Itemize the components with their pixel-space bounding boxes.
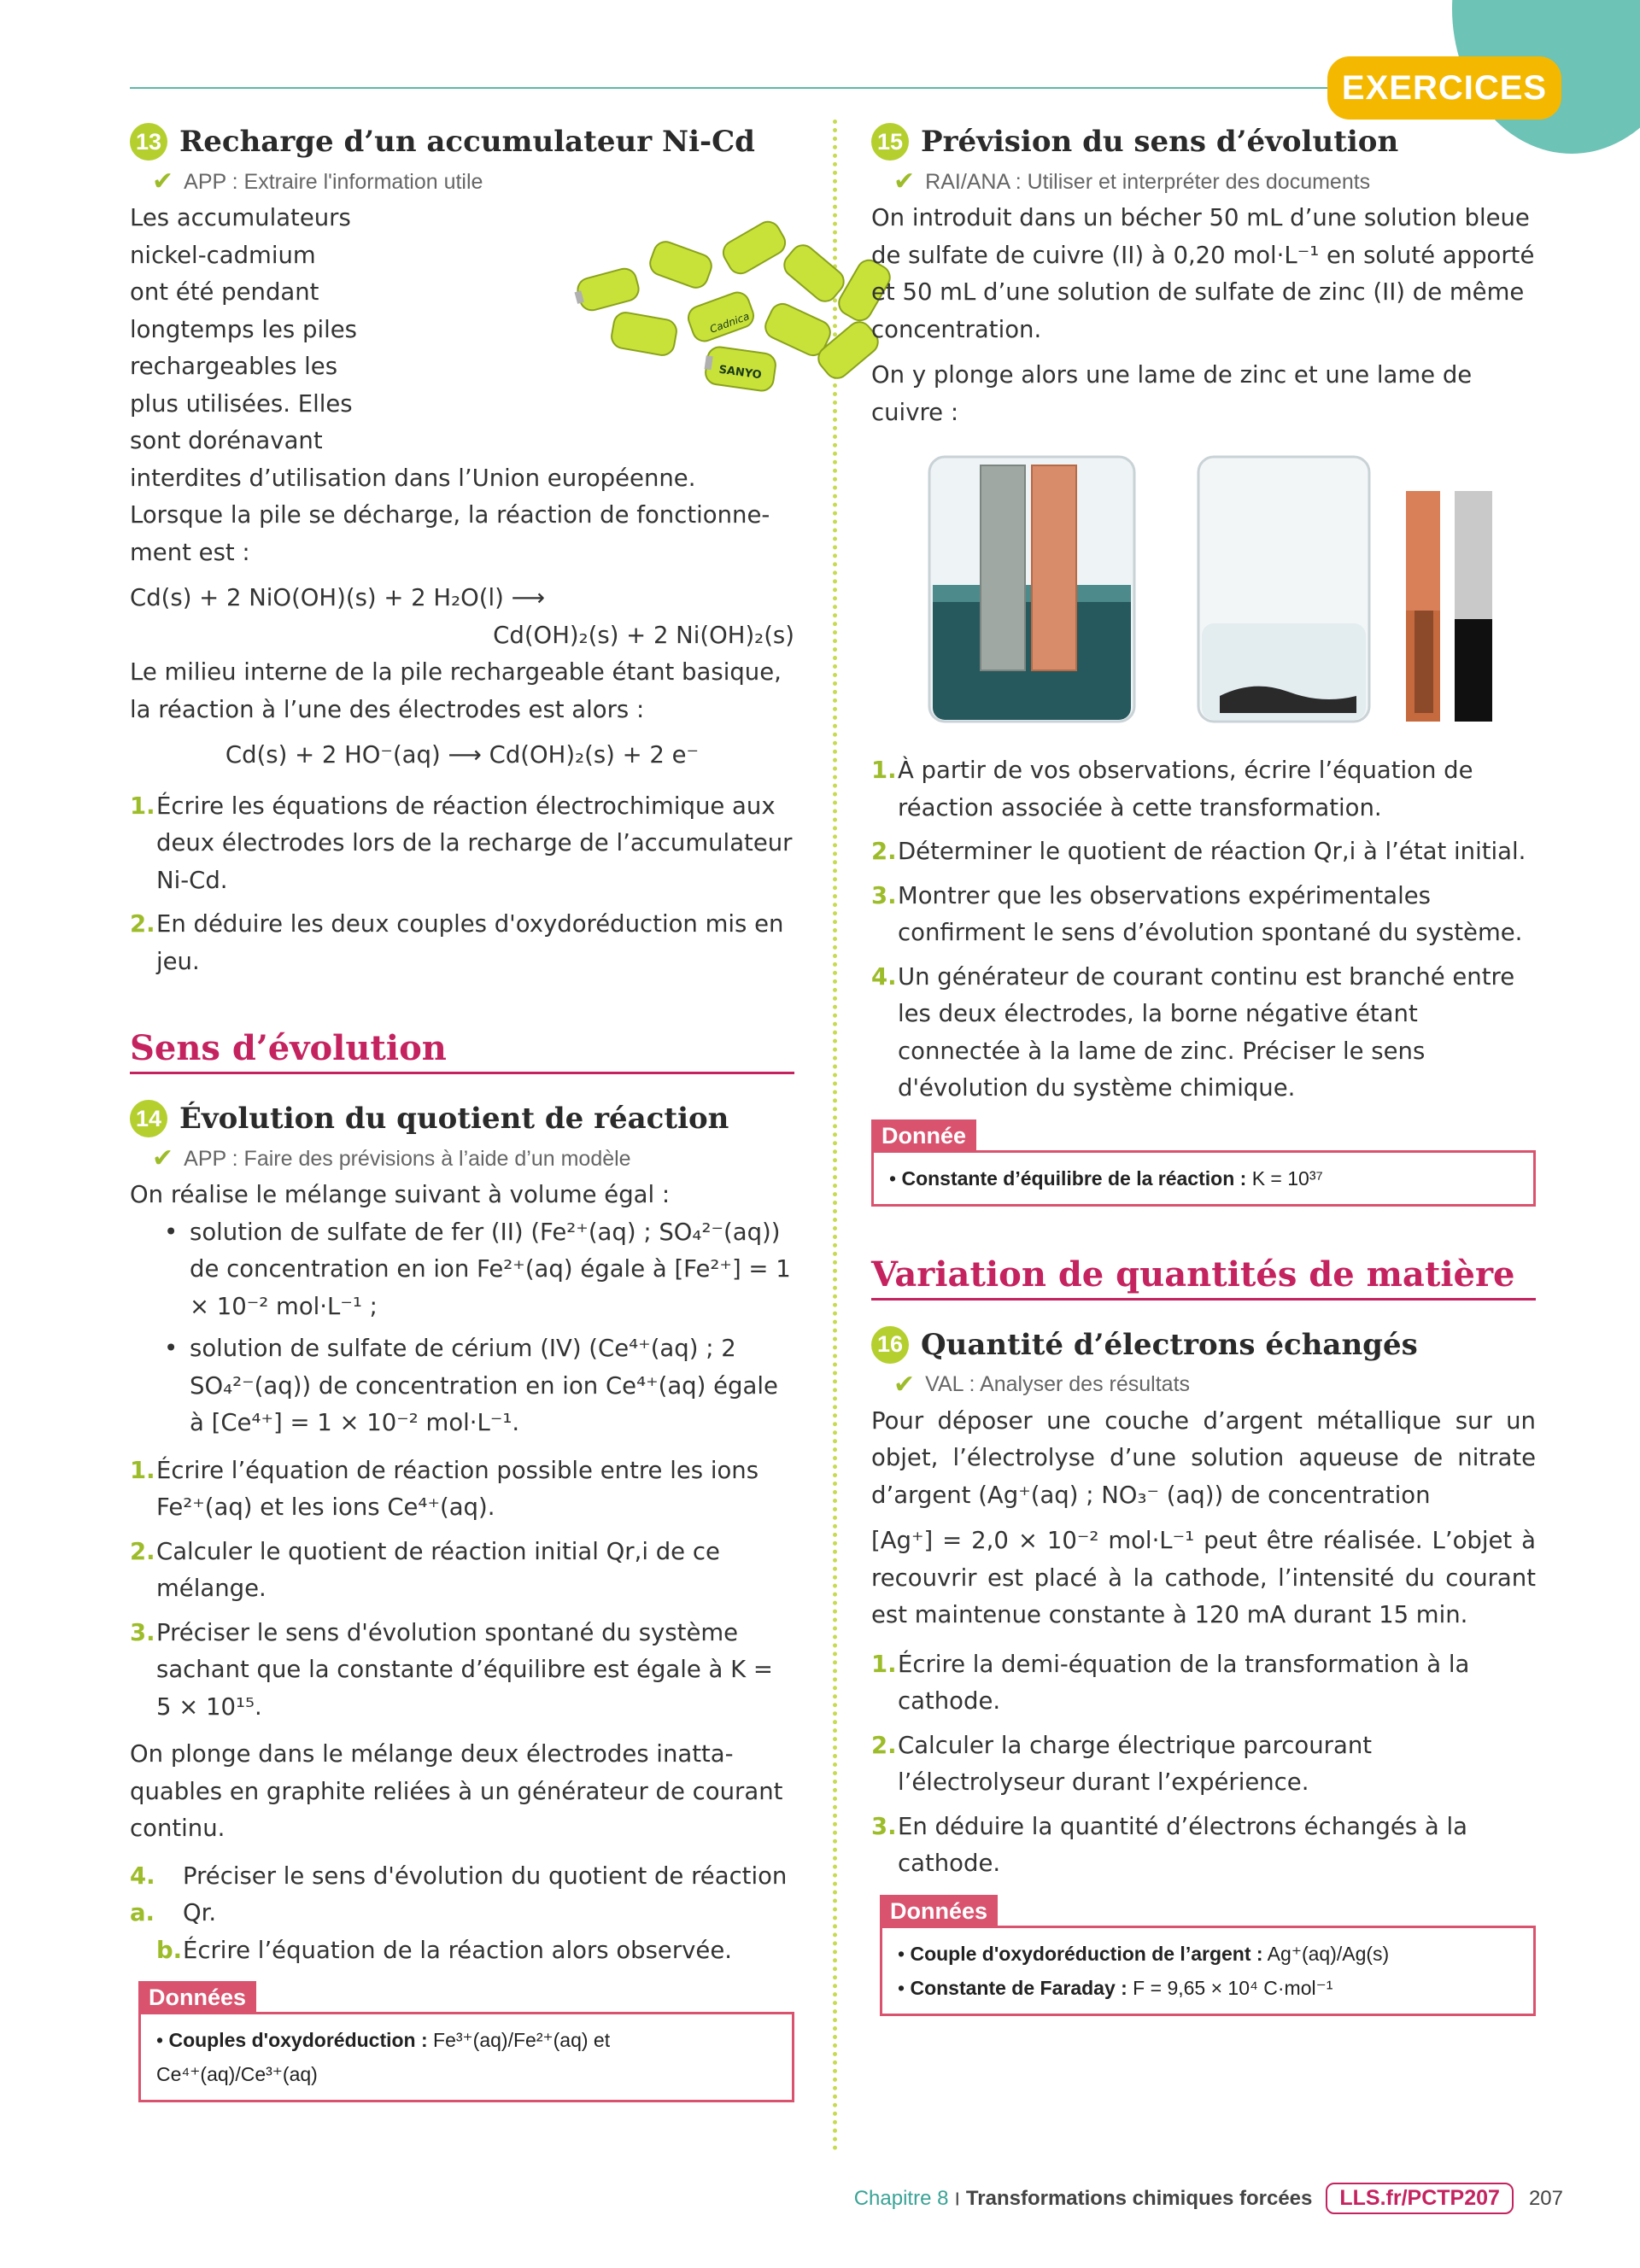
question-3 xyxy=(871,878,1536,952)
text-line: plus utilisées. Elles xyxy=(130,389,353,418)
footer-chapter: Chapitre 8 xyxy=(853,2186,949,2210)
exercise-title: Quantité d’électrons échangés xyxy=(921,1327,1418,1362)
skill-label: APP : Faire des prévisions à l’aide d’un modèle xyxy=(184,1146,631,1171)
list-item xyxy=(164,1330,794,1442)
exercise-number-badge: 14 xyxy=(130,1100,167,1137)
paragraph: Le milieu interne de la pile rechargeable étant basique, la réaction à l’une des électrodes est alors : xyxy=(130,658,782,723)
data-key: Constante d’équilibre de la réaction : xyxy=(901,1166,1247,1190)
question-text: Un générateur de courant continu est branché entre les deux électrodes, la borne négative étant connectée à la lame de zinc. Préciser le sens d'évolution du système chimique. xyxy=(898,962,1515,1102)
question-number: 1. xyxy=(130,792,155,820)
question-number: b. xyxy=(156,1936,183,1964)
question-4 xyxy=(871,959,1536,1108)
question-text: Écrire les équations de réaction électrochimique aux deux électrodes lors de la recharge de l’accumulateur Ni-Cd. xyxy=(156,792,793,894)
paragraph: Pour déposer une couche d’argent métallique sur un objet, l’électrolyse d’une solution aqueuse de nitrate d’argent (Ag⁺(aq) ; NO₃⁻ (aq)) de concentration xyxy=(871,1406,1536,1509)
checkmark-icon: ✔ xyxy=(893,167,916,196)
data-row: • Constante de Faraday : F = 9,65 × 10⁴ C·mol⁻¹ xyxy=(898,1976,1333,1999)
question-2 xyxy=(871,833,1536,871)
column-divider xyxy=(833,120,837,2152)
question-1 xyxy=(871,1646,1536,1721)
list-item-text: solution de sulfate de fer (II) (Fe²⁺(aq) ; SO₄²⁻(aq)) de concentration en ion Fe²⁺(aq) égale à [Fe²⁺] = 1 × 10⁻² mol·L⁻¹ ; xyxy=(190,1218,791,1320)
question-number: 3. xyxy=(130,1618,155,1646)
exercise-number-badge: 16 xyxy=(871,1326,909,1364)
question-3 xyxy=(130,1615,794,1727)
paragraph: On y plonge alors une lame de zinc et une lame de cuivre : xyxy=(871,361,1473,426)
question-text: Écrire l’équation de réaction possible entre les ions Fe²⁺(aq) et les ions Ce⁴⁺(aq). xyxy=(156,1456,759,1521)
question-text: Écrire la demi-équation de la transformation à la cathode. xyxy=(898,1650,1470,1715)
question-text: En déduire la quantité d’électrons échangés à la cathode. xyxy=(898,1812,1467,1877)
exercise-14-header xyxy=(130,1096,794,1141)
question-text: Préciser le sens d'évolution du quotient de réaction Qr. xyxy=(183,1862,788,1926)
skill-label: APP : Extraire l'information utile xyxy=(184,169,483,194)
text-line: interdites d’utilisation dans l’Union européenne. xyxy=(130,464,696,492)
skill-label: RAI/ANA : Utiliser et interpréter des documents xyxy=(925,169,1371,194)
donnees-content xyxy=(880,1926,1536,2016)
question-number: 1. xyxy=(130,1456,155,1484)
paragraph: On introduit dans un bécher 50 mL d’une solution bleue de sulfate de cuivre (II) à 0,20 mol·L⁻¹ en soluté apporté et 50 mL d’une solution de sulfate de zinc (II) de même concentration. xyxy=(871,204,1535,343)
question-text: Écrire l’équation de la réaction alors observée. xyxy=(183,1936,733,1964)
exercise-title: Recharge d’un accumulateur Ni-Cd xyxy=(179,125,755,159)
question-number: 1. xyxy=(871,1650,897,1678)
question-1 xyxy=(130,788,794,900)
data-key: Couple d'oxydoréduction de l’argent : xyxy=(910,1942,1263,1965)
exercise-title: Évolution du quotient de réaction xyxy=(179,1102,729,1136)
bullet-dot: • xyxy=(164,1335,179,1362)
data-value: F = 9,65 × 10⁴ C·mol⁻¹ xyxy=(1127,1976,1333,1999)
page-footer xyxy=(854,2183,1563,2214)
left-column xyxy=(130,120,794,2102)
checkmark-icon: ✔ xyxy=(152,167,174,196)
question-text: Déterminer le quotient de réaction Qr,i à l’état initial. xyxy=(898,838,1526,865)
equation-line-1: Cd(s) + 2 NiO(OH)(s) + 2 H₂O(l) ⟶ xyxy=(130,584,546,611)
donnee-label: Donnée xyxy=(871,1119,976,1152)
text-line: sont dorénavant xyxy=(130,427,323,454)
skill-line xyxy=(130,164,794,200)
question-3 xyxy=(871,1809,1536,1883)
donnees-content: • Couples d'oxydoréduction : Fe³⁺(aq)/Fe²⁺(aq) et Ce⁴⁺(aq)/Ce³⁺(aq) xyxy=(138,2012,794,2102)
paragraph: Lorsque la pile se décharge, la réaction de fonctionne-ment est : xyxy=(130,501,770,566)
question-2 xyxy=(130,1534,794,1608)
question-2 xyxy=(871,1727,1536,1802)
bullet-dot: • xyxy=(164,1218,179,1246)
header-rule xyxy=(130,87,1334,89)
question-2 xyxy=(130,906,794,980)
question-number: 2. xyxy=(871,1731,897,1759)
text-line: longtemps les piles xyxy=(130,315,357,343)
footer-title: Transformations chimiques forcées xyxy=(965,2186,1313,2210)
section-title: Variation de quantités de matière xyxy=(871,1254,1536,1301)
exercise-number-badge: 13 xyxy=(130,123,167,161)
donnees-box xyxy=(880,1895,1536,2016)
question-text: Calculer le quotient de réaction initial Qr,i de ce mélange. xyxy=(156,1537,720,1602)
question-number: 3. xyxy=(871,881,897,909)
footer-link[interactable]: LLS.fr/PCTP207 xyxy=(1326,2183,1514,2214)
text-line: rechargeables les xyxy=(130,353,338,380)
paragraph: On réalise le mélange suivant à volume égal : xyxy=(130,1181,671,1208)
question-text: Montrer que les observations expérimentales confirment le sens d’évolution spontané du système. xyxy=(898,881,1523,946)
data-value: Fe³⁺(aq)/Fe²⁺(aq) et Ce⁴⁺(aq)/Ce³⁺(aq) xyxy=(156,2029,611,2085)
right-column xyxy=(871,120,1536,2016)
question-number: 4. xyxy=(871,962,897,991)
bullet-list xyxy=(130,1214,794,1442)
data-row: • Couple d'oxydoréduction de l’argent : Ag⁺(aq)/Ag(s) xyxy=(898,1942,1390,1965)
question-1 xyxy=(871,752,1536,827)
question-text: En déduire les deux couples d'oxydoréduction mis en jeu. xyxy=(156,910,784,975)
question-number: 1. xyxy=(871,757,897,784)
exercise-16-header xyxy=(871,1323,1536,1367)
exercise-15-header xyxy=(871,120,1536,164)
data-key: Constante de Faraday : xyxy=(910,1976,1128,1999)
exercise-13-header xyxy=(130,120,794,164)
question-4a xyxy=(130,1858,794,1932)
battery-label-text: Cadnica xyxy=(708,310,752,336)
question-number: 2. xyxy=(130,1537,155,1565)
skill-label: VAL : Analyser des résultats xyxy=(925,1372,1191,1396)
beakers-photo xyxy=(895,440,1519,739)
question-1 xyxy=(130,1453,794,1527)
question-text: Calculer la charge électrique parcourant l’électrolyseur durant l’expérience. xyxy=(898,1731,1373,1796)
checkmark-icon: ✔ xyxy=(152,1143,174,1173)
exercise-number-badge: 15 xyxy=(871,123,909,161)
exercise-title: Prévision du sens d’évolution xyxy=(921,125,1399,159)
text-line: ont été pendant xyxy=(130,278,319,306)
page-number: 207 xyxy=(1528,2186,1563,2210)
skill-line xyxy=(871,164,1536,200)
equation: Cd(s) + 2 HO⁻(aq) ⟶ Cd(OH)₂(s) + 2 e⁻ xyxy=(225,741,700,769)
data-value: Ag⁺(aq)/Ag(s) xyxy=(1262,1942,1390,1965)
paragraph: On plonge dans le mélange deux électrodes inatta-quables en graphite reliées à un générateur de courant continu. xyxy=(130,1740,783,1842)
footer-separator: | xyxy=(955,2190,959,2206)
accumulators-photo xyxy=(561,213,911,410)
donnees-box xyxy=(138,1981,794,2102)
skill-line xyxy=(130,1141,794,1177)
donnee-content: • Constante d’équilibre de la réaction : K = 10³⁷ xyxy=(871,1150,1536,1207)
text-line: Les accumulateurs xyxy=(130,204,351,231)
question-text: À partir de vos observations, écrire l’équation de réaction associée à cette transformation. xyxy=(898,757,1473,821)
question-number: 2. xyxy=(871,838,897,865)
paragraph: [Ag⁺] = 2,0 × 10⁻² mol·L⁻¹ peut être réalisée. L’objet à recouvrir est placé à la cathode, l’intensité du courant est maintenue constante à 120 mA durant 15 min. xyxy=(871,1527,1536,1628)
exercices-badge: EXERCICES xyxy=(1327,56,1561,120)
question-text: Préciser le sens d'évolution spontané du système sachant que la constante d’équilibre est égale à K = 5 × 10¹⁵. xyxy=(156,1618,773,1721)
section-title: Sens d’évolution xyxy=(130,1028,794,1074)
checkmark-icon: ✔ xyxy=(893,1369,916,1400)
question-4b xyxy=(130,1932,794,1970)
battery-label-text: SANYO xyxy=(718,363,763,383)
list-item-text: solution de sulfate de cérium (IV) (Ce⁴⁺(aq) ; 2 SO₄²⁻(aq)) de concentration en ion Ce⁴⁺(aq) égale à [Ce⁴⁺] = 1 × 10⁻² mol·L⁻¹. xyxy=(190,1335,778,1436)
question-number: 3. xyxy=(871,1812,897,1840)
question-number: 2. xyxy=(130,910,155,938)
data-key: Couples d'oxydoréduction : xyxy=(168,2029,428,2051)
equation-line-2: Cd(OH)₂(s) + 2 Ni(OH)₂(s) xyxy=(493,621,794,649)
donnees-label: Données xyxy=(138,1981,256,2014)
text-line: nickel-cadmium xyxy=(130,241,316,269)
skill-line xyxy=(871,1367,1536,1403)
data-value: K = 10³⁷ xyxy=(1246,1166,1323,1190)
donnees-label: Données xyxy=(880,1895,998,1927)
donnee-box xyxy=(871,1119,1536,1207)
question-number: 4. a. xyxy=(130,1862,155,1926)
list-item xyxy=(164,1214,794,1326)
